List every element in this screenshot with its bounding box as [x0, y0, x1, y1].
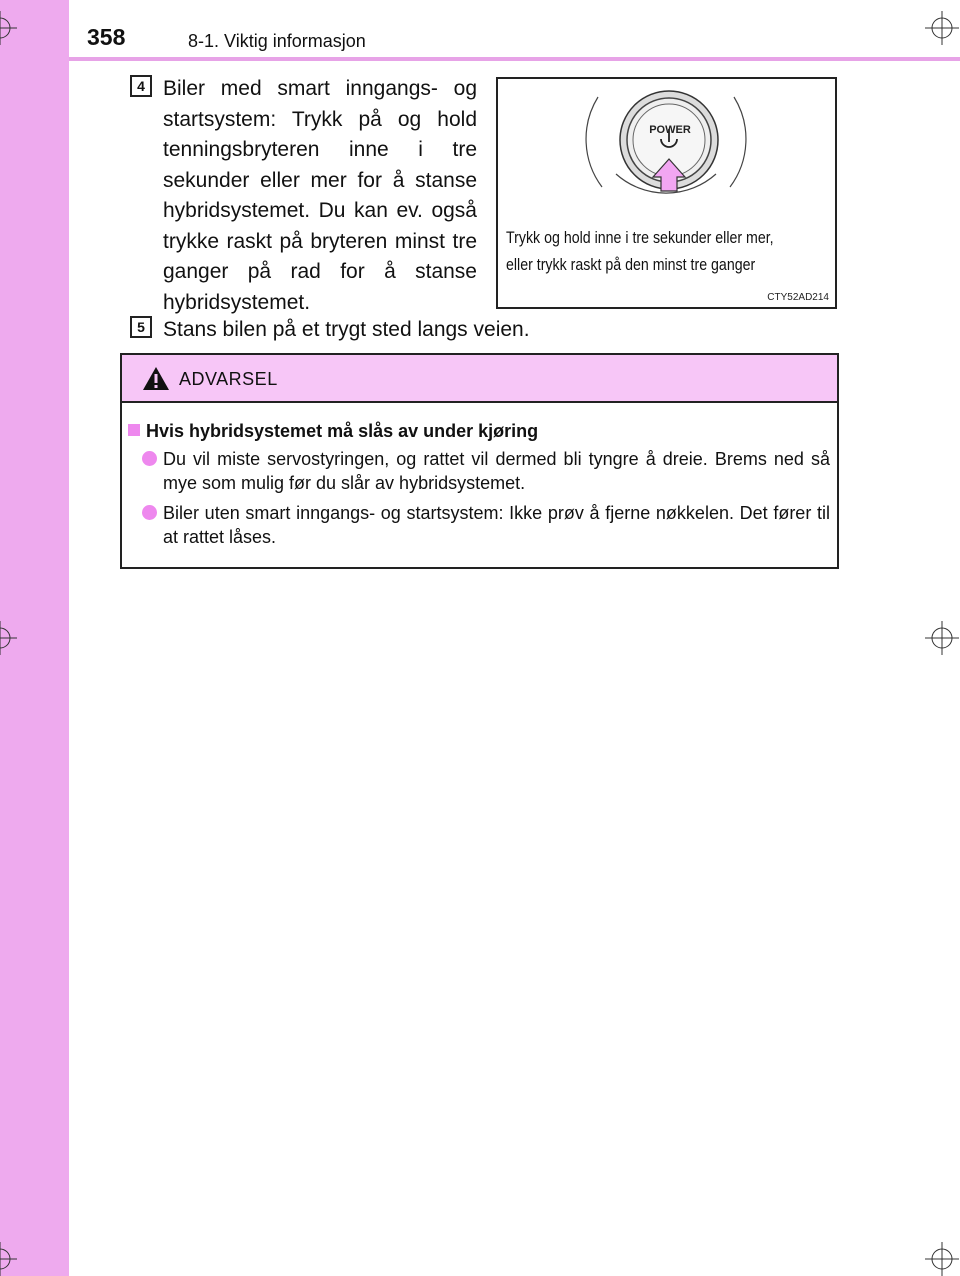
warning-bullet: [142, 447, 830, 495]
step-5-text: Stans bilen på et trygt sted langs veien.: [163, 318, 530, 341]
step-4-text: Biler med smart inngangs- og startsystem: Trykk på og hold tenningsbryteren inne i tre sekunder eller mer for å stanse hybridsystemet. Du kan ev. også trykke raskt på bryteren minst tre ganger på rad for å stanse hybridsystemet.: [163, 77, 477, 314]
chapter-title: 8-1. Viktig informasjon: [188, 31, 366, 51]
header-rule: [69, 57, 960, 61]
step-5-badge: 5: [130, 316, 152, 338]
figure-code: CTY52AD214: [767, 292, 829, 303]
warning-bullet-text: Du vil miste servostyringen, og rattet vil dermed bli tyngre å dreie. Brems ned så mye som mulig før du slår av hybridsystemet.: [163, 449, 830, 493]
warning-subheading: [128, 421, 538, 442]
figure-caption: [506, 225, 790, 279]
bullet-dot-icon: [142, 451, 157, 466]
figure-caption-line-1: Trykk og hold inne i tre sekunder eller mer,: [506, 229, 774, 247]
step-4-badge: 4: [130, 75, 152, 97]
registration-mark-icon: [0, 1242, 17, 1276]
square-bullet-icon: [128, 424, 140, 436]
warning-bullet-text: Biler uten smart inngangs- og startsystem: Ikke prøv å fjerne nøkkelen. Det fører til at rattet låses.: [163, 503, 830, 547]
registration-mark-icon: [925, 621, 959, 655]
power-button-label: POWER: [649, 124, 691, 136]
page-number: 358: [87, 24, 126, 50]
warning-subheading-text: Hvis hybridsystemet må slås av under kjøring: [146, 421, 539, 441]
warning-title: ADVARSEL: [179, 369, 278, 389]
registration-mark-icon: [0, 11, 17, 45]
bullet-dot-icon: [142, 505, 157, 520]
figure-caption-line-2: eller trykk raskt på den minst tre ganger: [506, 256, 756, 274]
warning-header: [122, 355, 837, 403]
warning-triangle-icon: [142, 366, 170, 391]
registration-mark-icon: [0, 621, 17, 655]
registration-mark-icon: [925, 11, 959, 45]
warning-box: [120, 353, 839, 569]
power-button-figure: [496, 77, 837, 309]
warning-bullet: [142, 501, 830, 549]
registration-mark-icon: [925, 1242, 959, 1276]
